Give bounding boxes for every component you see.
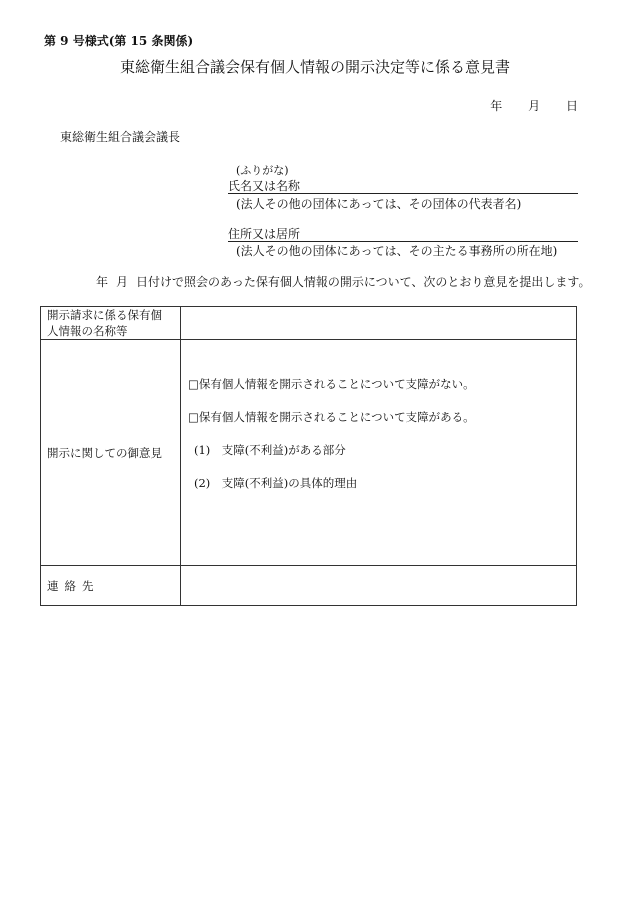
date-day-label: 日 (565, 99, 578, 113)
name-field[interactable] (228, 177, 578, 194)
address-field[interactable] (228, 225, 578, 242)
contact-input-cell[interactable] (181, 566, 577, 606)
info-name-input-cell[interactable] (181, 307, 577, 340)
date-month-label: 月 (528, 99, 541, 113)
option-no-issue[interactable]: □保有個人情報を開示されることについて支障がない。 (188, 377, 475, 391)
table-row (41, 307, 577, 340)
option-issue[interactable]: □保有個人情報を開示されることについて支障がある。 (188, 410, 475, 424)
address-label: 住所又は居所 (228, 227, 301, 241)
date-year-label: 年 (490, 99, 503, 113)
intro-text (96, 273, 590, 290)
form-number: 第 9 号様式(第 15 条関係) (44, 34, 194, 48)
contact-label-cell (41, 566, 181, 606)
info-name-label-line1: 開示請求に係る保有個 (47, 308, 162, 322)
contact-label-char-3: 先 (82, 578, 94, 593)
opinion-input-cell[interactable] (181, 340, 577, 566)
info-name-label-cell (41, 307, 181, 340)
furigana-label: (ふりがな) (236, 164, 289, 177)
info-name-label-line2: 人情報の名称等 (47, 324, 128, 338)
name-note: (法人その他の団体にあっては、その団体の代表者名) (236, 197, 522, 211)
document-title: 東総衛生組合議会保有個人情報の開示決定等に係る意見書 (119, 58, 510, 76)
intro-body: 日付けで照会のあった保有個人情報の開示について、次のとおり意見を提出します。 (136, 275, 591, 289)
name-label: 氏名又は名称 (228, 179, 301, 193)
contact-label-char-1: 連 (47, 578, 59, 593)
intro-month: 月 (116, 275, 129, 289)
table-row (41, 566, 577, 606)
contact-label-char-2: 絡 (64, 578, 76, 593)
address-note: (法人その他の団体にあっては、その主たる事務所の所在地) (236, 244, 558, 258)
intro-year: 年 (96, 275, 109, 289)
date-line (490, 97, 578, 114)
table-row (41, 340, 577, 566)
addressee: 東総衛生組合議会議長 (60, 130, 181, 144)
opinion-label-cell: 開示に関しての御意見 (41, 340, 181, 566)
item-affected-part: (1) 支障(不利益)がある部分 (194, 443, 346, 457)
item-specific-reason: (2) 支障(不利益)の具体的理由 (194, 476, 358, 490)
opinion-table (40, 306, 577, 606)
